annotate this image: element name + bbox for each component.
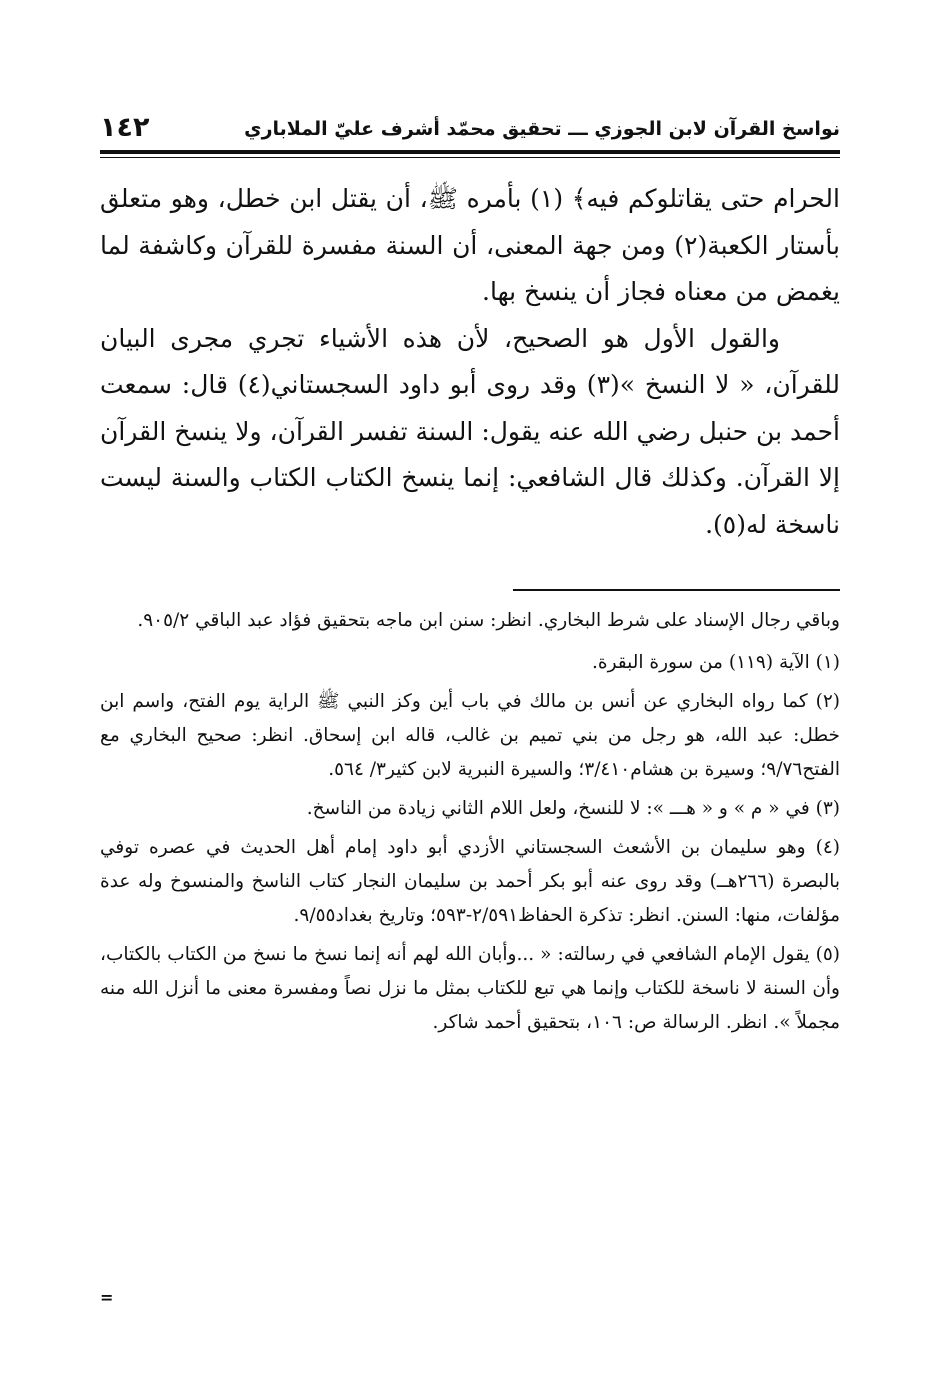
footnote-separator — [513, 589, 840, 591]
page-number: ١٤٢ — [100, 112, 150, 143]
main-text — [100, 176, 840, 548]
footnote-5: (٥) يقول الإمام الشافعي في رسالته: « ...وأبان الله لهم أنه إنما نسخ ما نسخ من الكتاب بالكتاب، وأن السنة لا ناسخة للكتاب وإنما هي تبع للكتاب بمثل ما نزل نصاً ومفسرة معنى ما أنزل الله منه مجملاً ». انظر. الرسالة ص: ١٠٦، بتحقيق أحمد شاكر. — [100, 944, 840, 1033]
header-rule-thick — [100, 150, 840, 154]
footnote-3: (٣) في « م » و « هـــ »: لا للنسخ، ولعل اللام الثاني زيادة من الناسخ. — [306, 798, 840, 819]
header-rule-thin — [100, 157, 840, 158]
footnote-1: (١) الآية (١١٩) من سورة البقرة. — [592, 652, 840, 673]
body-paragraph-2: والقول الأول هو الصحيح، لأن هذه الأشياء تجري مجرى البيان للقرآن، « لا النسخ »(٣) وقد روى أبو داود السجستاني(٤) قال: سمعت أحمد بن حنبل رضي الله عنه يقول: السنة تفسر القرآن، ولا ينسخ القرآن إلا القرآن. وكذلك قال الشافعي: إنما ينسخ الكتاب الكتاب والسنة ليست ناسخة له(٥). — [100, 323, 841, 539]
running-header — [100, 110, 840, 152]
footnote-continuation: وباقي رجال الإسناد على شرط البخاري. انظر: سنن ابن ماجه بتحقيق فؤاد عبد الباقي ٩٠٥/٢. — [137, 610, 840, 631]
continuation-mark: = — [100, 1288, 114, 1307]
body-paragraph-1: الحرام حتى يقاتلوكم فيه﴾ (١) بأمره ﷺ، أن يقتل ابن خطل، وهو متعلق بأستار الكعبة(٢) ومن جهة المعنى، أن السنة مفسرة للقرآن وكاشفة لما يغمض من معناه فجاز أن ينسخ بها. — [100, 184, 840, 306]
footnote-4: (٤) وهو سليمان بن الأشعث السجستاني الأزدي أبو داود إمام أهل الحديث في عصره توفي بالبصرة (٢٦٦هــ) وقد روى عنه أبو بكر أحمد بن سليمان النجار كتاب الناسخ والمنسوخ وله عدة مؤلفات، منها: السنن. انظر: تذكرة الحفاظ٢/٥٩١-٥٩٣؛ وتاريخ بغداد٩/٥٥. — [100, 837, 841, 926]
footnotes — [100, 604, 840, 1045]
footnote-2: (٢) كما رواه البخاري عن أنس بن مالك في باب أين وكز النبي ﷺ الراية يوم الفتح، واسم ابن خطل: عبد الله، هو رجل من بني تميم بن غالب، قاله ابن إسحاق. انظر: صحيح البخاري مع الفتح٩/٧٦؛ وسيرة بن هشام٣/٤١٠؛ والسيرة النبرية لابن كثير٣/ ٥٦٤. — [100, 691, 840, 780]
header-title: نواسخ القرآن لابن الجوزي ـــ تحقيق محمّد أشرف عليّ الملاباري — [244, 118, 840, 140]
